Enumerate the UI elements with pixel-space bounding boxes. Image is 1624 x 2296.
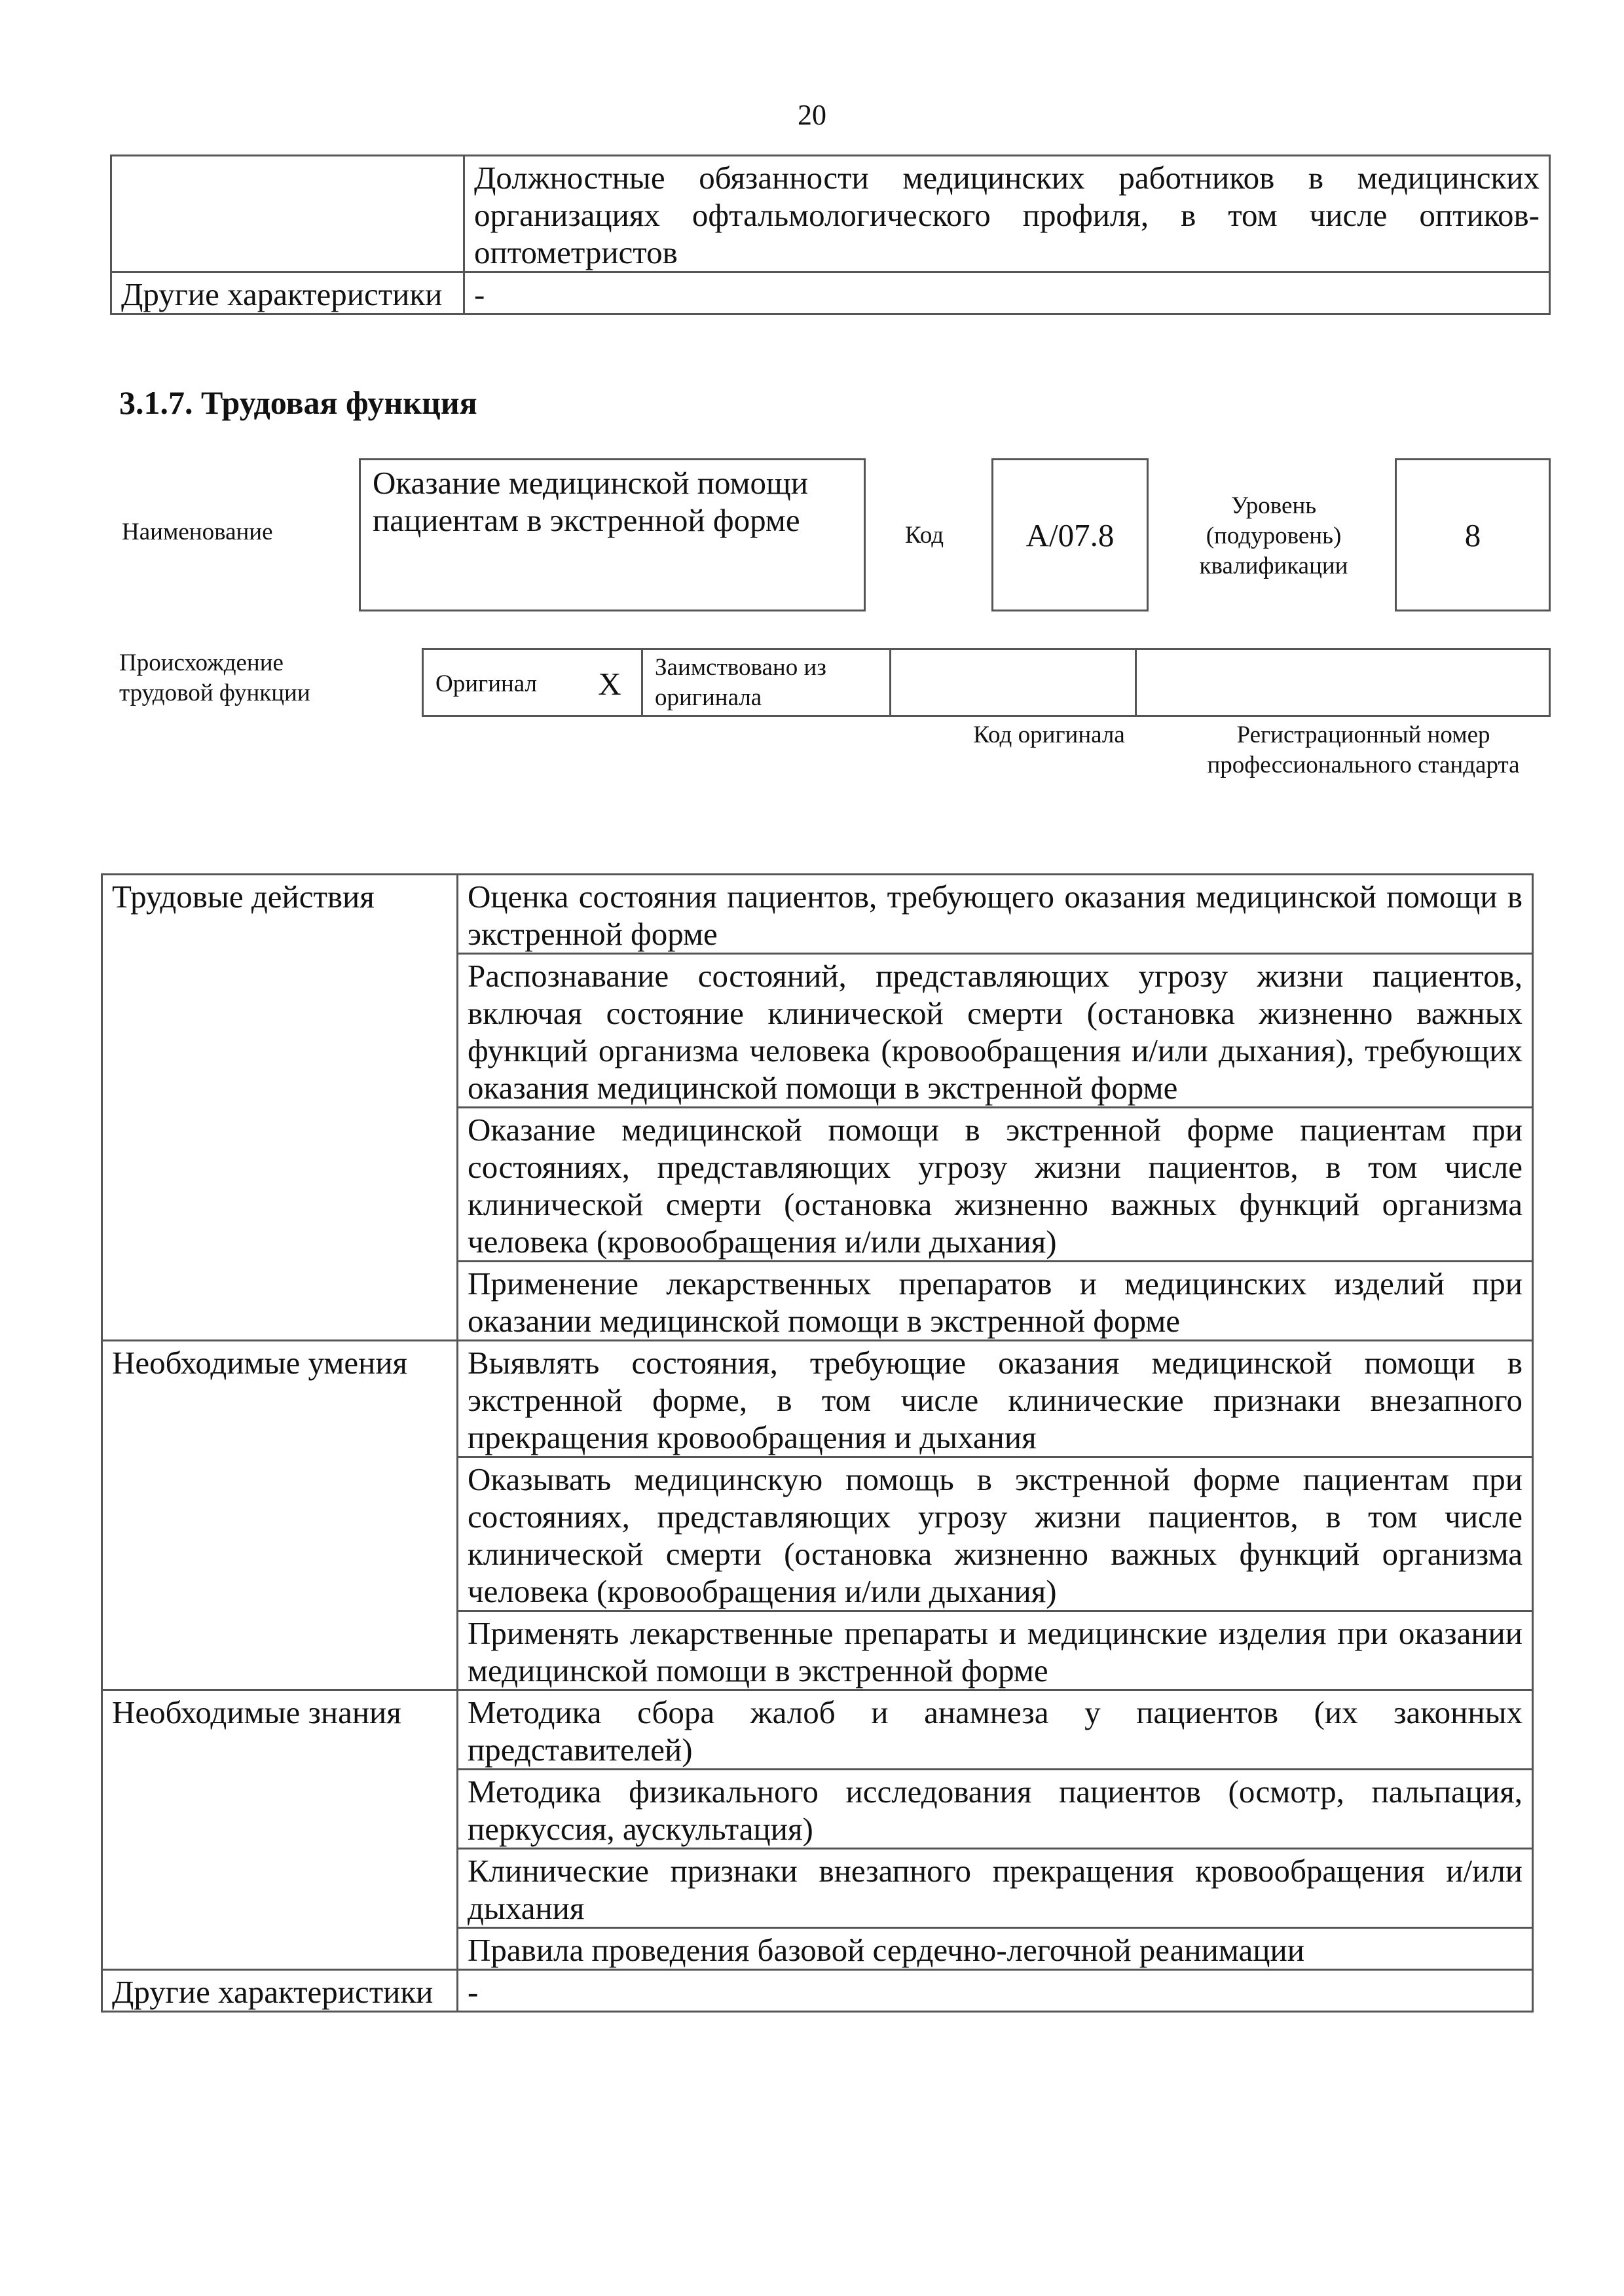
- row-text: Должностные обязанности медицинских работников в медицинских организациях офтальмологического профиля, в том числе оптиков-оптометристов: [464, 156, 1550, 272]
- table-row: [111, 272, 1550, 314]
- section-label-actions: Трудовые действия: [102, 875, 458, 1341]
- table-cell: Клинические признаки внезапного прекращения кровообращения и/или дыхания: [458, 1849, 1533, 1928]
- original-code-cell: [891, 649, 1136, 716]
- reg-number-cell: [1136, 649, 1550, 716]
- table-row: [102, 1970, 1533, 2012]
- main-table: [101, 873, 1534, 2013]
- original-label: Оригинал: [423, 649, 579, 716]
- borrowed-label: Заимствовано из оригинала: [642, 649, 891, 716]
- table-row: [102, 1341, 1533, 1457]
- row-text: -: [464, 272, 1550, 314]
- level-value-box: [1395, 458, 1551, 611]
- table-cell: Применять лекарственные препараты и медицинские изделия при оказании медицинской помощи в экстренной форме: [458, 1611, 1533, 1690]
- origin-table: [422, 648, 1551, 717]
- table-cell: Оказывать медицинскую помощь в экстренной форме пациентам при состояниях, представляющих угрозу жизни пациентов, в том числе клинической смерти (остановка жизненно важных функций организма человека (кровообращения и/или дыхания): [458, 1457, 1533, 1611]
- table-cell: Распознавание состояний, представляющих угрозу жизни пациентов, включая состояние клинической смерти (остановка жизненно важных функций организма человека (кровообращения и/или дыхания), требующих оказания медицинской помощи в экстренной форме: [458, 954, 1533, 1108]
- reg-number-caption: Регистрационный номер профессионального стандарта: [1207, 721, 1520, 778]
- section-label-knowledge: Необходимые знания: [102, 1690, 458, 1970]
- section-label-skills: Необходимые умения: [102, 1341, 458, 1690]
- original-mark: X: [578, 649, 642, 716]
- table-row: [102, 1690, 1533, 1770]
- section-heading: 3.1.7. Трудовая функция: [119, 384, 477, 421]
- table-cell: Оказание медицинской помощи в экстренной форме пациентам при состояниях, представляющих угрозу жизни пациентов, в том числе клинической смерти (остановка жизненно важных функций организма человека (кровообращения и/или дыхания): [458, 1108, 1533, 1262]
- top-table: [110, 155, 1551, 315]
- origin-label: Происхождение трудовой функции: [119, 649, 310, 706]
- code-value: A/07.8: [1025, 517, 1115, 553]
- row-label: [111, 156, 464, 272]
- table-cell: Выявлять состояния, требующие оказания медицинской помощи в экстренной форме, в том числе клинические признаки внезапного прекращения кровообращения и дыхания: [458, 1341, 1533, 1457]
- level-value: 8: [1464, 517, 1481, 553]
- code-value-box: [991, 458, 1149, 611]
- section-label-other: Другие характеристики: [102, 1970, 458, 2012]
- name-value-box: Оказание медицинской помощи пациентам в экстренной форме: [359, 458, 866, 611]
- page-number: 20: [798, 99, 826, 131]
- code-label: Код: [905, 522, 944, 549]
- original-code-caption: Код оригинала: [973, 721, 1125, 748]
- table-cell: Методика физикального исследования пациентов (осмотр, пальпация, перкуссия, аускультация): [458, 1770, 1533, 1849]
- table-cell: Правила проведения базовой сердечно-легочной реанимации: [458, 1928, 1533, 1970]
- table-cell: Применение лекарственных препаратов и медицинских изделий при оказании медицинской помощи в экстренной форме: [458, 1262, 1533, 1341]
- table-row: [111, 156, 1550, 272]
- table-row: [423, 649, 1550, 716]
- table-cell: Методика сбора жалоб и анамнеза у пациентов (их законных представителей): [458, 1690, 1533, 1770]
- table-row: [102, 875, 1533, 954]
- level-label: Уровень (подуровень) квалификации: [1199, 492, 1348, 579]
- name-label: Наименование: [122, 519, 273, 545]
- table-cell: Оценка состояния пациентов, требующего оказания медицинской помощи в экстренной форме: [458, 875, 1533, 954]
- row-label: Другие характеристики: [111, 272, 464, 314]
- table-cell: -: [458, 1970, 1533, 2012]
